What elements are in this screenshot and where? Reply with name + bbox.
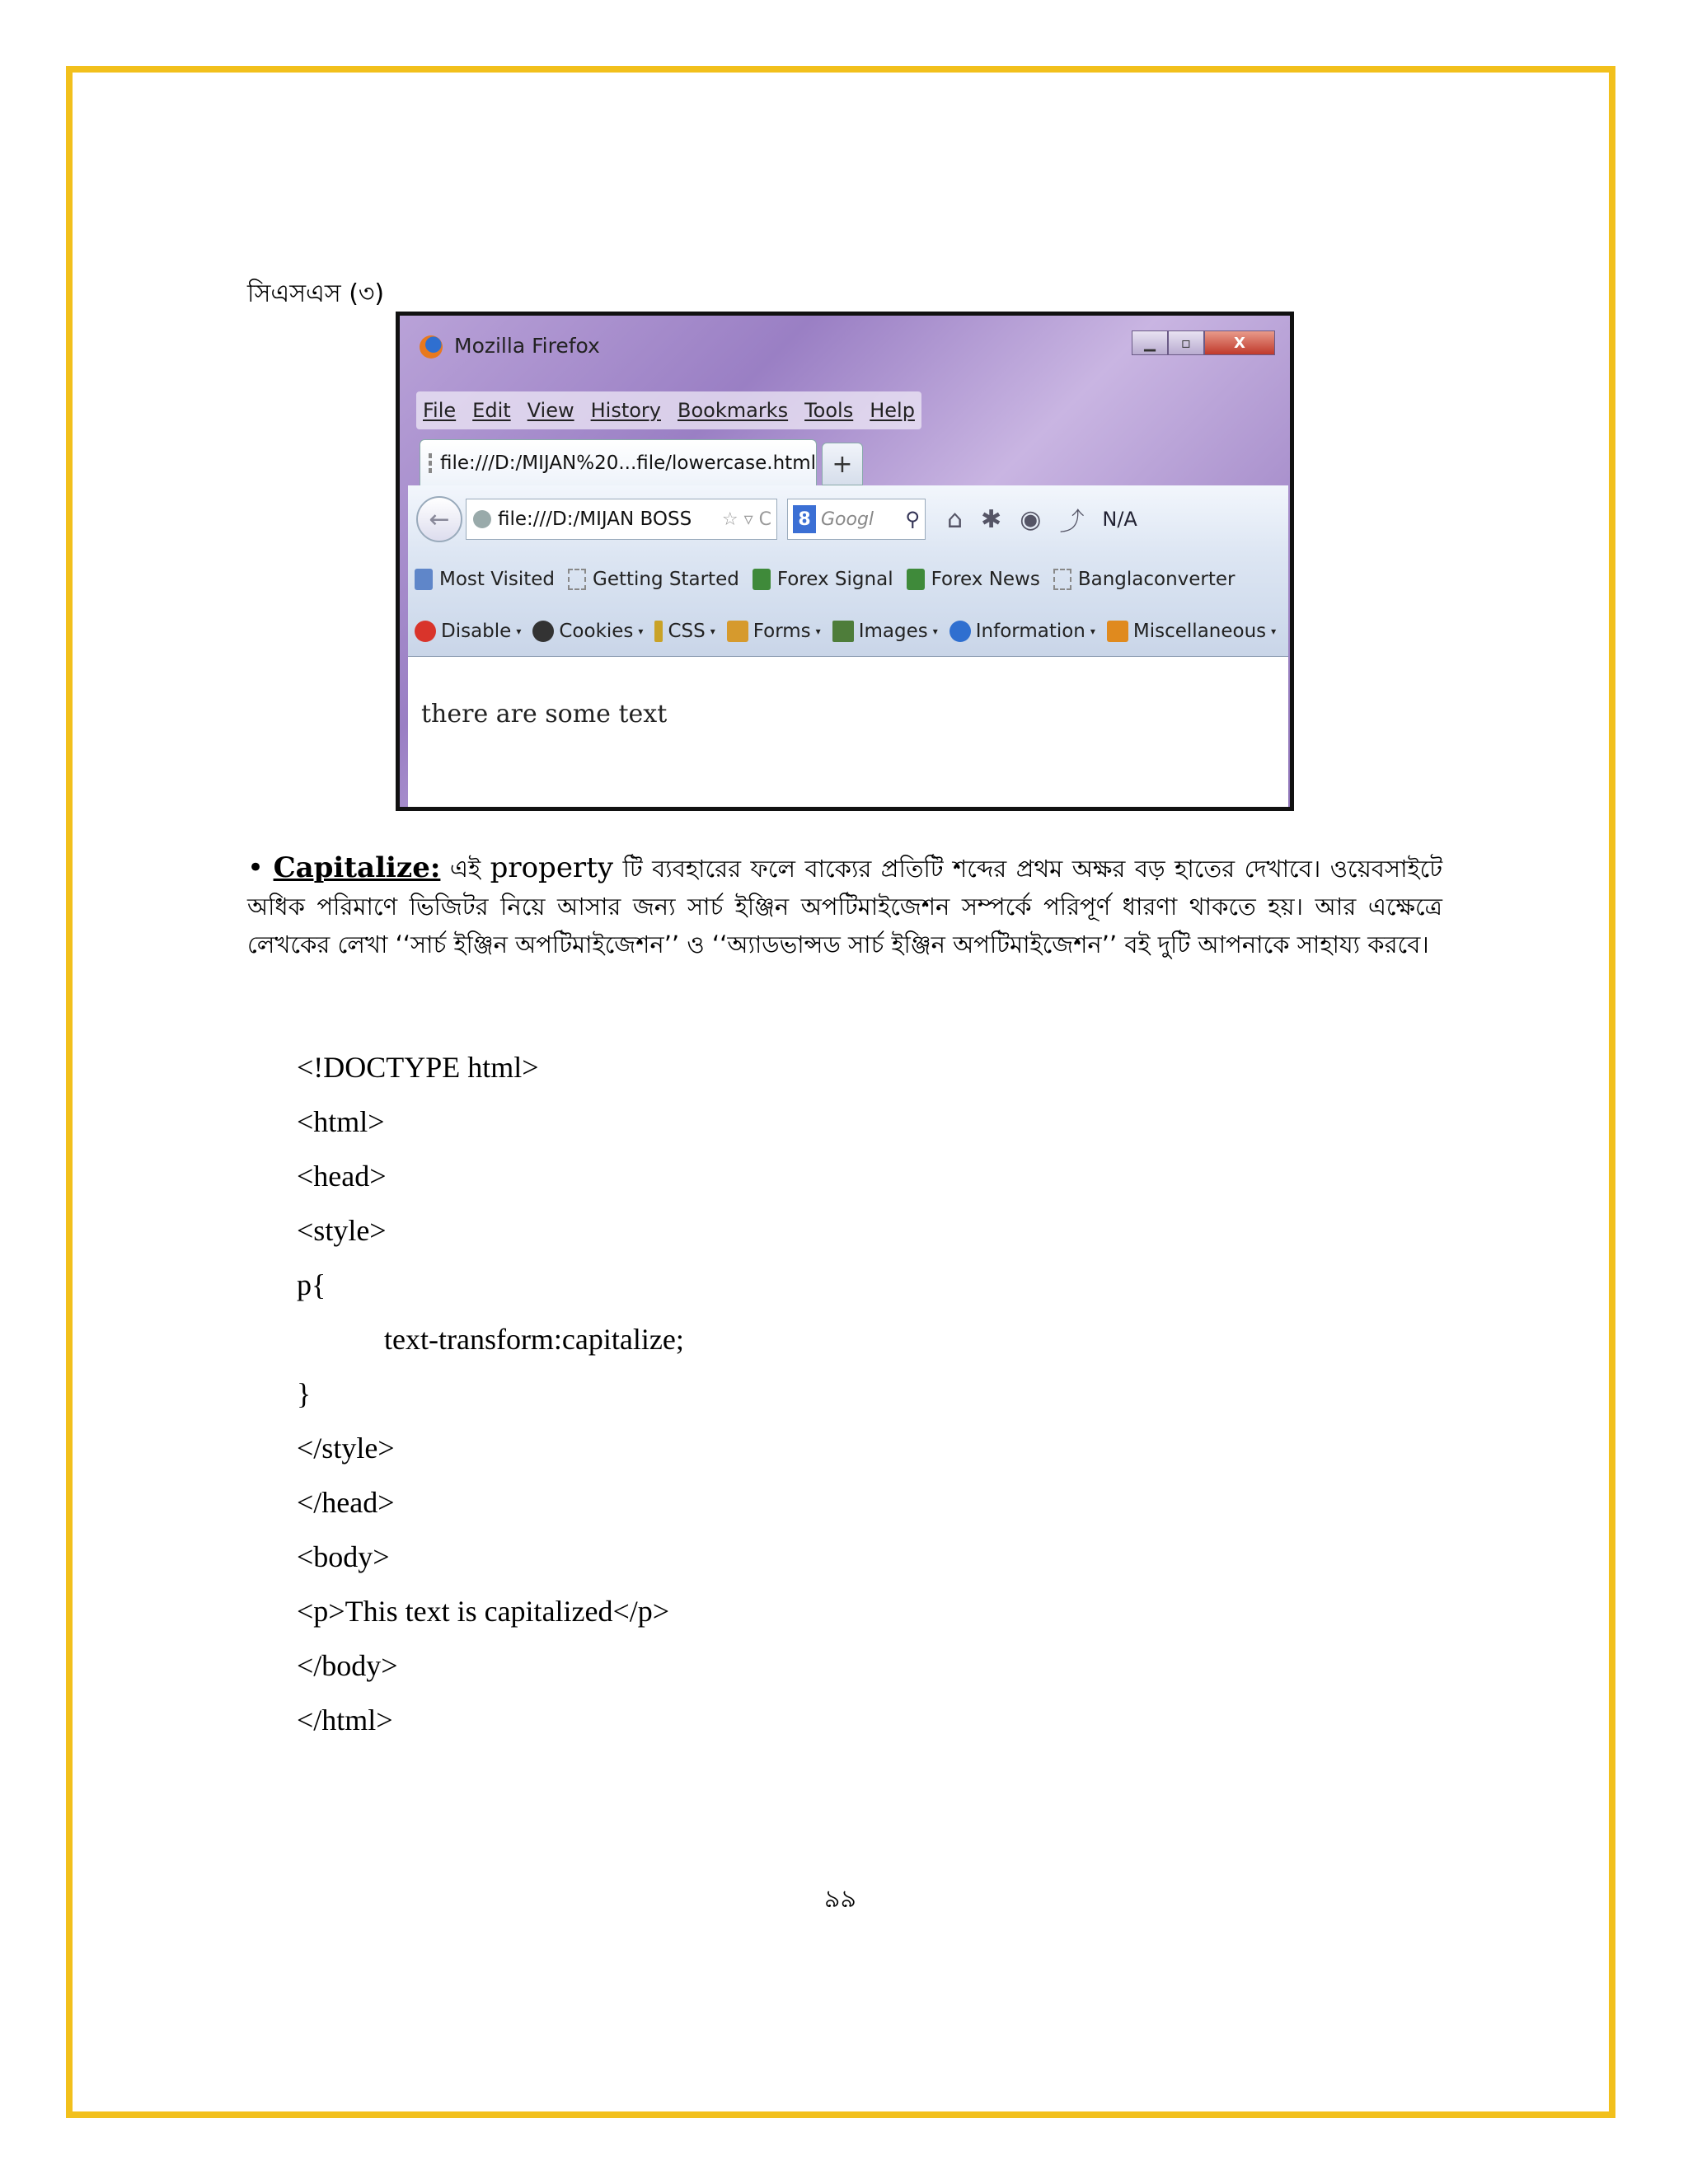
disable-icon xyxy=(415,621,436,642)
bookmark-label: Getting Started xyxy=(593,569,739,590)
code-line: <!DOCTYPE html> xyxy=(297,1051,539,1084)
minimize-button[interactable]: ▁ xyxy=(1132,330,1168,355)
property-word: property xyxy=(490,851,614,884)
bookmark-label: Most Visited xyxy=(439,569,555,590)
menu-history[interactable]: History xyxy=(590,399,661,422)
bookmark-label: Forex Signal xyxy=(776,569,893,590)
wd-label: Miscellaneous xyxy=(1132,620,1267,642)
wd-cookies[interactable]: Cookies ▾ xyxy=(532,621,643,642)
code-line: } xyxy=(297,1377,312,1410)
page-number: ৯৯ xyxy=(824,1885,856,1914)
wd-label: Cookies xyxy=(559,620,634,642)
back-arrow-icon[interactable]: ← xyxy=(416,496,462,542)
menu-bookmarks[interactable]: Bookmarks xyxy=(678,399,789,422)
code-line: </head> xyxy=(297,1486,395,1519)
code-line: </style> xyxy=(297,1432,395,1465)
wd-label: Images xyxy=(858,620,928,642)
navigation-toolbar xyxy=(408,485,1288,553)
bullet: • xyxy=(247,851,265,884)
image-icon xyxy=(832,621,854,642)
window-titlebar xyxy=(400,316,1290,367)
bookmark-getting-started[interactable] xyxy=(568,569,739,590)
maximize-button[interactable]: ▫ xyxy=(1168,330,1204,355)
wd-label: Information xyxy=(975,620,1085,642)
misc-icon xyxy=(1107,621,1128,642)
code-line: </body> xyxy=(297,1649,398,1682)
wd-images[interactable]: Images ▾ xyxy=(832,621,938,642)
window-title: Mozilla Firefox xyxy=(454,334,600,358)
close-button[interactable]: X xyxy=(1204,330,1275,355)
page-icon xyxy=(429,453,432,473)
search-placeholder: Googl xyxy=(821,509,874,530)
bookmark-forex-news[interactable] xyxy=(907,569,1040,590)
code-line: text-transform:capitalize; xyxy=(384,1323,684,1356)
tab-label: file:///D:/MIJAN%20...file/lowercase.html xyxy=(440,452,816,474)
pencil-icon xyxy=(654,621,663,642)
window-controls xyxy=(1132,330,1275,357)
page-icon xyxy=(1053,569,1071,590)
wd-miscellaneous[interactable]: Miscellaneous ▾ xyxy=(1107,621,1276,642)
bookmark-label: Forex News xyxy=(931,569,1040,590)
wd-label: CSS xyxy=(668,620,706,642)
code-line: <style> xyxy=(297,1214,387,1247)
clipboard-icon xyxy=(727,621,748,642)
wd-information[interactable]: Information ▾ xyxy=(950,621,1095,642)
home-icon[interactable]: ⌂ xyxy=(947,504,964,534)
menu-help[interactable]: Help xyxy=(870,399,915,422)
code-line: <html> xyxy=(297,1105,385,1138)
code-line: <head> xyxy=(297,1160,387,1193)
nav-icons xyxy=(947,501,1137,537)
wd-forms[interactable]: Forms ▾ xyxy=(727,621,821,642)
page-content-area xyxy=(408,657,1288,811)
menu-edit[interactable]: Edit xyxy=(472,399,511,422)
paragraph-lead: এই xyxy=(449,855,481,883)
menu-bar xyxy=(416,391,921,429)
menu-view[interactable]: View xyxy=(527,399,574,422)
chart-icon xyxy=(907,569,925,590)
na-label: N/A xyxy=(1102,508,1137,531)
url-bar[interactable] xyxy=(466,499,777,540)
globe-addon-icon[interactable]: ◉ xyxy=(1020,504,1042,534)
bookmark-most-visited[interactable] xyxy=(415,569,555,590)
section-heading: সিএসএস (৩) xyxy=(247,279,385,308)
firefox-logo-icon xyxy=(420,335,443,359)
wd-css[interactable]: CSS ▾ xyxy=(654,621,715,642)
globe-icon xyxy=(473,510,491,528)
browser-screenshot xyxy=(396,312,1294,811)
menu-file[interactable]: File xyxy=(423,399,457,422)
wd-disable[interactable]: Disable ▾ xyxy=(415,621,521,642)
new-tab-button[interactable]: + xyxy=(822,443,863,485)
code-line: <p>This text is capitalized</p> xyxy=(297,1595,670,1628)
info-icon xyxy=(950,621,971,642)
bookmark-forex-signal[interactable] xyxy=(753,569,893,590)
bell-icon xyxy=(753,569,771,590)
url-actions[interactable]: ☆ ▿ C xyxy=(721,509,771,530)
code-line: </html> xyxy=(297,1704,393,1736)
search-icon[interactable]: ⚲ xyxy=(905,508,920,531)
web-developer-toolbar xyxy=(408,606,1288,657)
search-bar[interactable] xyxy=(787,499,926,540)
url-text: file:///D:/MIJAN BOSS xyxy=(498,509,692,530)
code-block xyxy=(297,1040,684,1747)
menu-tools[interactable]: Tools xyxy=(804,399,854,422)
wd-label: Forms xyxy=(753,620,811,642)
google-icon: 8 xyxy=(793,505,816,533)
addon-icon[interactable]: ✱ xyxy=(981,504,1002,534)
bookmark-label: Banglaconverter xyxy=(1077,569,1236,590)
stats-icon[interactable]: ⤴ xyxy=(1059,508,1085,537)
capitalize-paragraph xyxy=(247,849,1442,963)
bookmark-icon xyxy=(415,569,433,590)
bookmarks-toolbar xyxy=(408,553,1288,606)
code-line: p{ xyxy=(297,1268,326,1301)
capitalize-label: Capitalize: xyxy=(273,851,441,884)
cookies-icon xyxy=(532,621,554,642)
paragraph-rest: টি ব্যবহারের ফলে বাক্যের প্রতিটি শব্দের প্রথম অক্ষর বড় হাতের দেখাবে। ওয়েবসাইটে অধিক পরিমাণে ভিজিটর নিয়ে আসার জন্য সার্চ ইঞ্জিন অপটিমাইজেশন সম্পর্কে পরিপূর্ণ ধারণা থাকতে হয়। আর এক্ষেত্রে লেখকের লেখা ‘‘সার্চ ইঞ্জিন অপটিমাইজেশন’’ ও ‘‘অ্যাডভান্সড সার্চ ইঞ্জিন অপটিমাইজেশন’’ বই দুটি আপনাকে সাহায্য করবে। xyxy=(247,855,1443,958)
bookmark-banglaconverter[interactable] xyxy=(1053,569,1236,590)
tab-strip xyxy=(420,438,863,485)
page-icon xyxy=(568,569,586,590)
content-text: there are some text xyxy=(421,700,668,729)
wd-label: Disable xyxy=(441,620,512,642)
tab-lowercase-html[interactable] xyxy=(420,439,817,485)
code-line: <body> xyxy=(297,1540,390,1573)
